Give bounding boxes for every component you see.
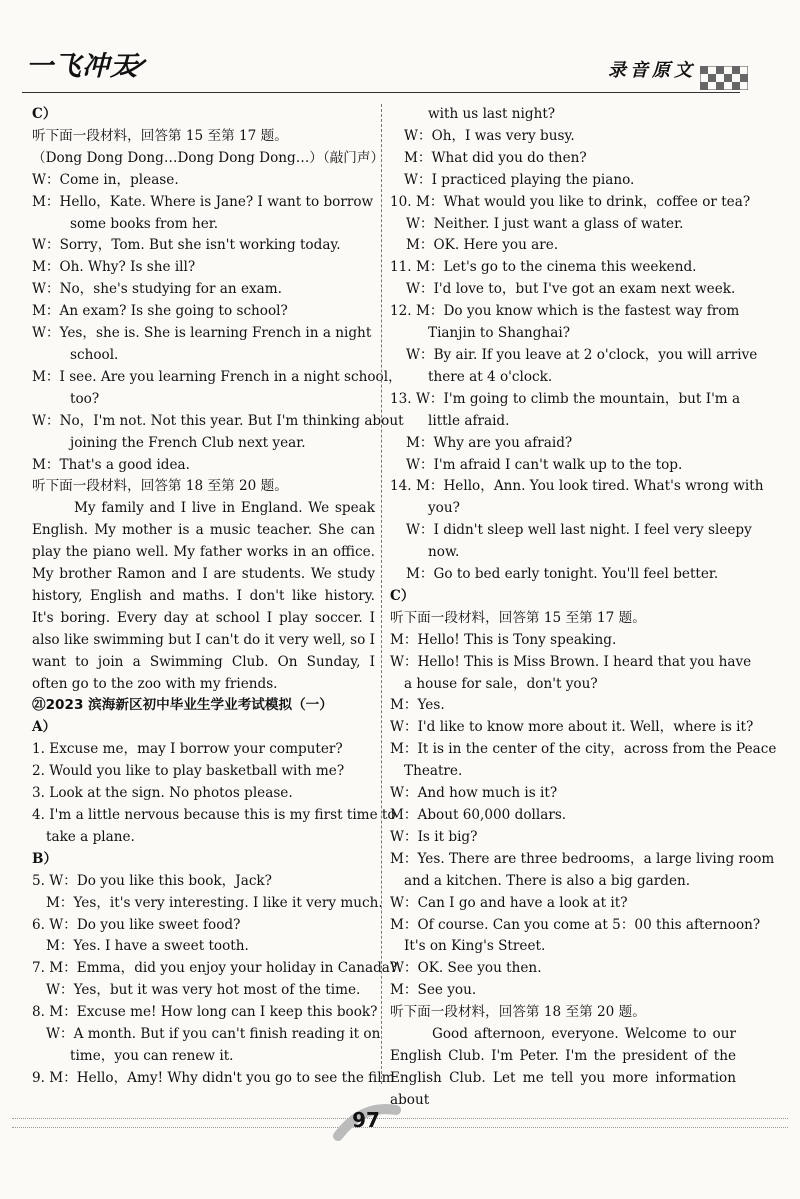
- text-line: M：An exam? Is she going to school?: [32, 303, 288, 320]
- text-line: W：And how much is it?: [390, 785, 558, 802]
- text-line: W：Oh，I was very busy.: [404, 127, 575, 144]
- section-title: 录音原文: [608, 60, 696, 81]
- text-line: W：Neither. I just want a glass of water.: [406, 215, 684, 232]
- text-line: M：OK. Here you are.: [406, 237, 559, 254]
- text-line: W：Is it big?: [390, 828, 478, 845]
- text-line: M：I see. Are you learning French in a night school，: [32, 368, 402, 385]
- text-line: 5. W：Do you like this book，Jack?: [32, 872, 272, 889]
- text-line: M：Of course. Can you come at 5：00 this afternoon?: [390, 916, 761, 933]
- text-line: W：A month. But if you can't finish reading it on: [46, 1026, 381, 1043]
- checker-pattern-icon: [700, 66, 748, 90]
- header-rule: [22, 92, 740, 93]
- text-line: 2. Would you like to play basketball with me?: [32, 763, 345, 780]
- text-line: W：Can I go and have a look at it?: [390, 894, 628, 911]
- text-line: 听下面一段材料，回答第 18 至第 20 题。: [390, 1004, 646, 1021]
- text-line: too?: [70, 390, 100, 407]
- text-line: 12. M：Do you know which is the fastest way from: [390, 303, 740, 320]
- left-column: [32, 104, 404, 1090]
- text-line: W：I'm afraid I can't walk up to the top.: [406, 456, 683, 473]
- text-line: and a kitchen. There is also a big garden.: [404, 872, 691, 889]
- text-line: W：By air. If you leave at 2 o'clock，you will arrive: [406, 346, 758, 363]
- text-line: W：No，I'm not. Not this year. But I'm thinking about: [32, 412, 404, 429]
- text-line: M：It is in the center of the city，across from the Peace: [390, 741, 777, 758]
- text-line: 听下面一段材料，回答第 15 至第 17 题。: [390, 609, 646, 626]
- text-line: little afraid.: [428, 412, 510, 429]
- right-column: [390, 104, 777, 1112]
- section-heading: C）: [390, 587, 415, 604]
- page-number: 97: [352, 1108, 380, 1132]
- text-line: M：Hello，Kate. Where is Jane? I want to borrow: [32, 193, 374, 210]
- text-line: you?: [428, 500, 460, 517]
- text-line: 3. Look at the sign. No photos please.: [32, 785, 293, 802]
- text-line: M：Hello! This is Tony speaking.: [390, 631, 617, 648]
- paragraph: Good afternoon, everyone. Welcome to our English Club. I'm Peter. I'm the president of the English Club. Let me tell you more information about: [390, 1026, 736, 1108]
- text-line: 听下面一段材料，回答第 15 至第 17 题。: [32, 127, 288, 144]
- text-line: M：Go to bed early tonight. You'll feel better.: [406, 566, 719, 583]
- section-heading: ㉑2023 滨海新区初中毕业生学业考试模拟（一）: [32, 697, 333, 714]
- text-line: W：OK. See you then.: [390, 960, 542, 977]
- text-line: W：Hello! This is Miss Brown. I heard that you have: [390, 653, 752, 670]
- text-line: M：What did you do then?: [404, 149, 587, 166]
- page-header: [0, 0, 800, 100]
- text-line: take a plane.: [46, 828, 135, 845]
- section-heading: B）: [32, 850, 58, 867]
- text-line: W：Sorry，Tom. But she isn't working today.: [32, 237, 341, 254]
- brand-swoosh-icon: [118, 58, 148, 78]
- text-line: 11. M：Let's go to the cinema this weekend.: [390, 259, 697, 276]
- text-line: M：Why are you afraid?: [406, 434, 573, 451]
- text-line: time，you can renew it.: [70, 1047, 234, 1064]
- text-line: joining the French Club next year.: [70, 434, 306, 451]
- text-line: W：No，she's studying for an exam.: [32, 281, 282, 298]
- text-line: a house for sale，don't you?: [404, 675, 598, 692]
- text-line: 4. I'm a little nervous because this is my first time to: [32, 807, 396, 823]
- text-line: school.: [70, 346, 119, 363]
- text-line: W：Yes，she is. She is learning French in a night: [32, 325, 372, 342]
- text-line: M：Oh. Why? Is she ill?: [32, 259, 196, 276]
- text-line: M：That's a good idea.: [32, 456, 190, 473]
- text-line: M：Yes. There are three bedrooms，a large living room: [390, 850, 775, 867]
- text-line: Tianjin to Shanghai?: [428, 325, 571, 342]
- text-line: W：Yes，but it was very hot most of the time.: [46, 982, 361, 999]
- text-line: W：Come in，please.: [32, 171, 179, 188]
- paragraph: My family and I live in England. We speak English. My mother is a music teacher. She can play the piano well. My father works in an office. My brother Ramon and I are students. We study history, English and maths. I don't like history. It's boring. Every day at school I play soccer. I also like swimming but I can't do it very well, so I want to join a Swimming Club. On Sunday, I often go to the zoo with my friends.: [32, 500, 375, 692]
- text-line: W：I didn't sleep well last night. I feel very sleepy: [406, 522, 752, 539]
- text-line: 1. Excuse me，may I borrow your computer?: [32, 741, 343, 758]
- section-heading: C）: [32, 106, 57, 122]
- text-line: 10. M：What would you like to drink，coffee or tea?: [390, 193, 751, 210]
- text-line: M：See you.: [390, 982, 477, 999]
- text-line: M：About 60,000 dollars.: [390, 807, 567, 823]
- text-line: 14. M：Hello，Ann. You look tired. What's wrong with: [390, 478, 764, 495]
- text-line: （Dong Dong Dong…Dong Dong Dong…）（敲门声）: [32, 149, 385, 166]
- text-line: M：Yes. I have a sweet tooth.: [46, 938, 249, 955]
- section-heading: A）: [32, 719, 57, 736]
- text-line: W：I'd love to，but I've got an exam next week.: [406, 281, 736, 298]
- text-line: now.: [428, 544, 460, 561]
- text-line: 7. M：Emma，did you enjoy your holiday in Canada?: [32, 960, 398, 977]
- text-line: some books from her.: [70, 215, 219, 232]
- text-line: M：Yes，it's very interesting. I like it very much.: [46, 894, 383, 911]
- text-line: 听下面一段材料，回答第 18 至第 20 题。: [32, 478, 288, 495]
- text-line: M：Yes.: [390, 697, 445, 714]
- text-line: with us last night?: [428, 106, 556, 122]
- text-line: 8. M：Excuse me! How long can I keep this book?: [32, 1004, 378, 1021]
- column-divider: [381, 104, 382, 1084]
- text-line: W：I practiced playing the piano.: [404, 171, 635, 188]
- text-line: Theatre.: [404, 763, 463, 780]
- text-line: 13. W：I'm going to climb the mountain，but I'm a: [390, 390, 741, 407]
- brand-logo: 一飞冲天: [26, 51, 138, 82]
- text-line: 9. M：Hello，Amy! Why didn't you go to see the film: [32, 1069, 395, 1086]
- text-line: 6. W：Do you like sweet food?: [32, 916, 241, 933]
- page-footer: [0, 1100, 800, 1160]
- text-line: W：I'd like to know more about it. Well，where is it?: [390, 719, 754, 736]
- text-line: It's on King's Street.: [404, 938, 546, 955]
- text-line: there at 4 o'clock.: [428, 368, 553, 385]
